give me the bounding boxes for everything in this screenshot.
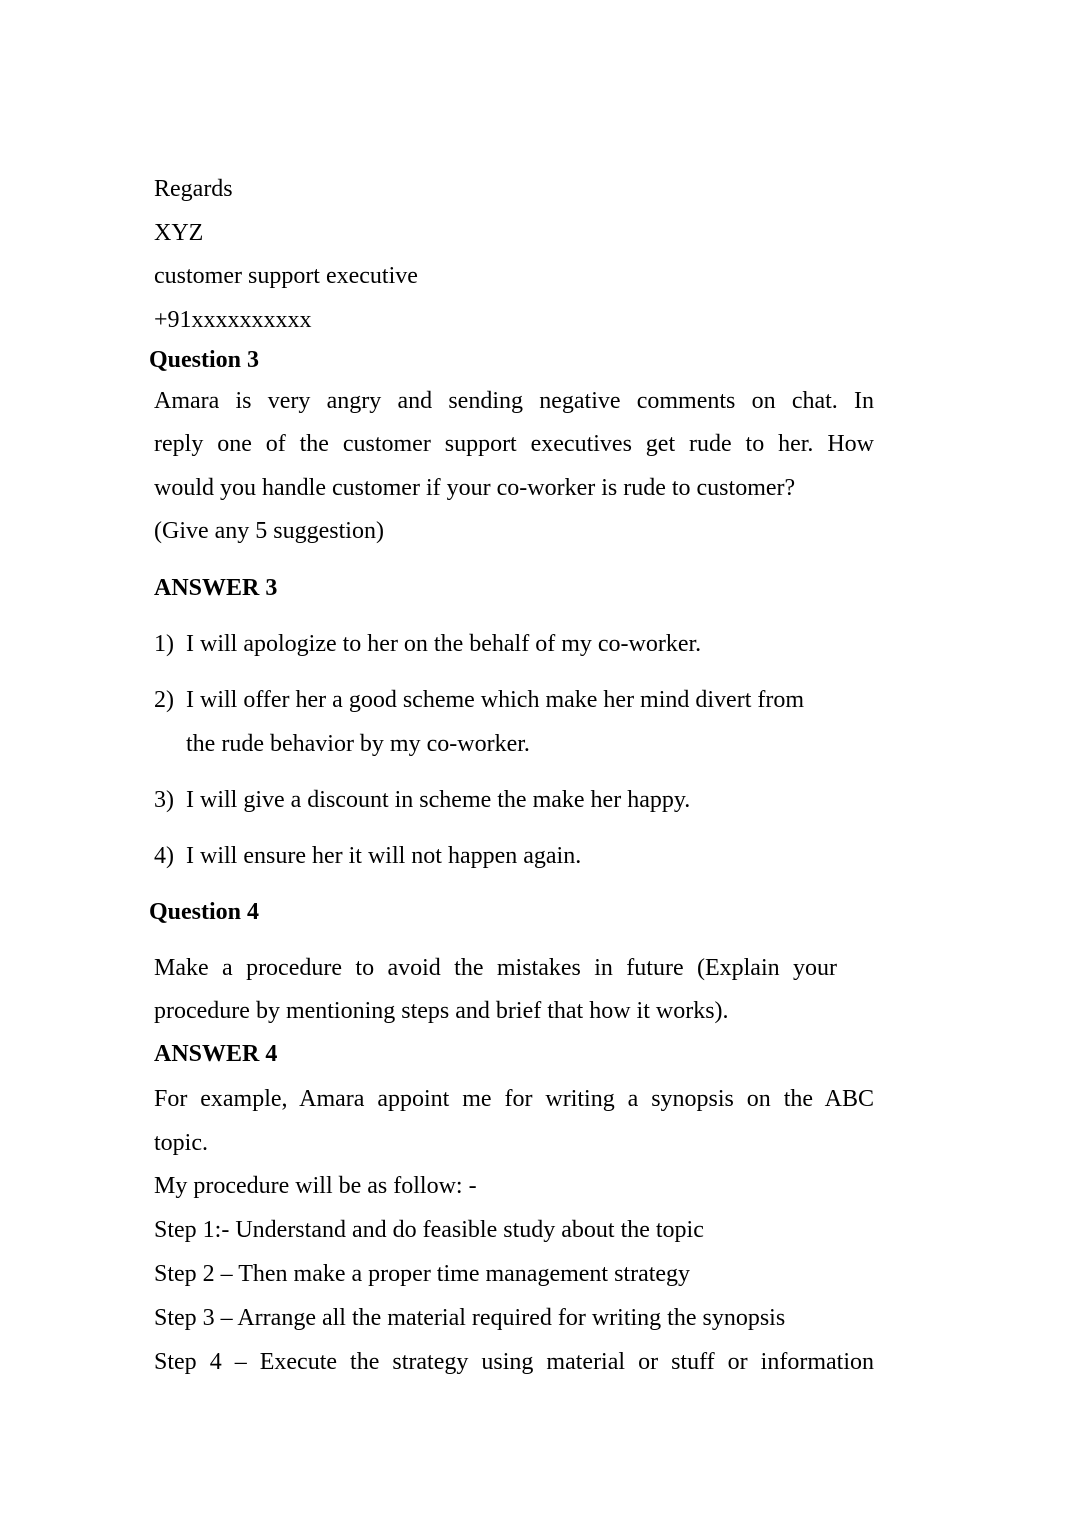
- answer-3-heading: ANSWER 3: [154, 575, 278, 601]
- question-3-line: (Give any 5 suggestion): [154, 518, 384, 544]
- question-4-heading: Question 4: [149, 899, 260, 925]
- list-item: I will give a discount in scheme the make her happy.: [186, 787, 691, 813]
- list-item: I will apologize to her on the behalf of my co-worker.: [186, 631, 702, 657]
- answer-4-line: For example, Amara appoint me for writing a synopsis on the ABC: [154, 1086, 874, 1112]
- list-item-number: 2): [154, 687, 174, 713]
- signature-phone: +91xxxxxxxxxx: [154, 307, 312, 333]
- question-3-line: reply one of the customer support executives get rude to her. How: [154, 431, 874, 457]
- answer-4-step: Step 2 – Then make a proper time management strategy: [154, 1261, 691, 1287]
- question-3-line: Amara is very angry and sending negative comments on chat. In: [154, 388, 874, 414]
- answer-4-step: Step 4 – Execute the strategy using material or stuff or information: [154, 1349, 874, 1375]
- answer-4-step: Step 1:- Understand and do feasible study about the topic: [154, 1217, 704, 1243]
- answer-4-line: My procedure will be as follow: -: [154, 1173, 477, 1199]
- answer-4-line: topic.: [154, 1130, 208, 1156]
- question-3-heading: Question 3: [149, 347, 260, 373]
- signature-title: customer support executive: [154, 263, 418, 289]
- list-item-continued: the rude behavior by my co-worker.: [186, 731, 530, 757]
- list-item-number: 1): [154, 631, 174, 657]
- list-item: I will offer her a good scheme which make her mind divert from: [186, 687, 805, 713]
- list-item: I will ensure her it will not happen again.: [186, 843, 582, 869]
- question-4-line: Make a procedure to avoid the mistakes in future (Explain your: [154, 955, 837, 981]
- list-item-number: 4): [154, 843, 174, 869]
- answer-4-heading: ANSWER 4: [154, 1041, 278, 1067]
- question-3-line: would you handle customer if your co-worker is rude to customer?: [154, 475, 796, 501]
- list-item-number: 3): [154, 787, 174, 813]
- signature-regards: Regards: [154, 176, 233, 202]
- answer-4-step: Step 3 – Arrange all the material required for writing the synopsis: [154, 1305, 786, 1331]
- signature-name: XYZ: [154, 220, 204, 246]
- question-4-line: procedure by mentioning steps and brief that how it works).: [154, 998, 729, 1024]
